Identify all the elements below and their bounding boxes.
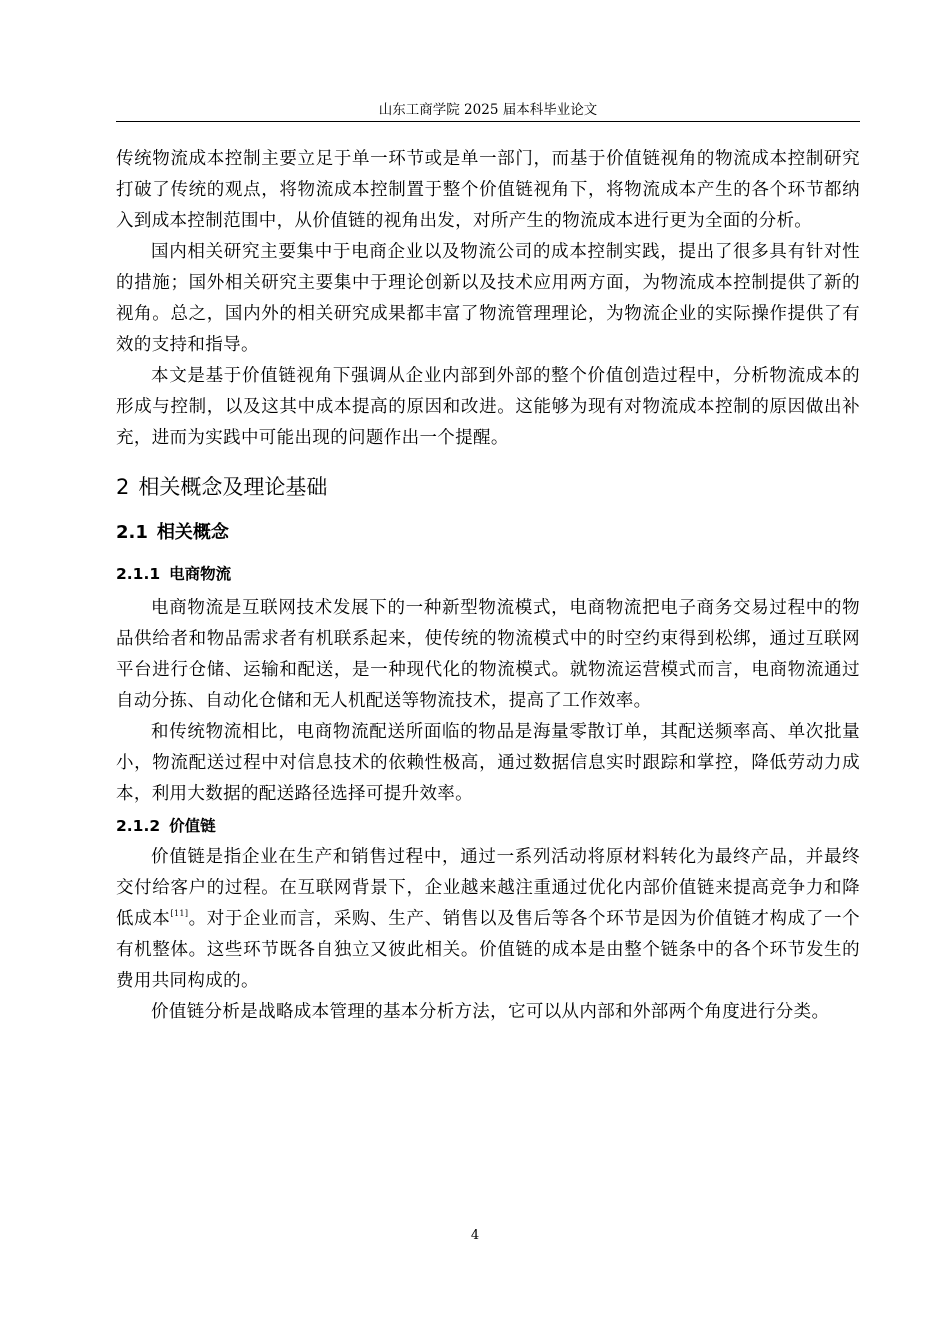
section-title: 相关概念: [156, 522, 229, 543]
subsection-title: 电商物流: [169, 565, 232, 583]
paragraph-value-chain-definition: [116, 842, 860, 997]
running-header: 山东工商学院 2025 届本科毕业论文: [378, 102, 598, 118]
subsection-heading-value-chain: [116, 810, 860, 842]
subsection-number: 2.1.1: [116, 565, 161, 583]
paragraph-text: 。对于企业而言，采购、生产、销售以及售后等各个环节是因为价值链才构成了一个有机整体。这些环节既各自独立又彼此相关。价值链的成本是由整个链条中的各个环节发生的费用共同构成的。: [116, 909, 860, 991]
subsection-title: 价值链: [169, 817, 216, 835]
paragraph-text: 价值链是指企业在生产和销售过程中，通过一系列活动将原材料转化为最终产品，并最终交付给客户的过程。在互联网背景下，企业越来越注重通过优化内部价值链来提高竞争力和降低成本: [116, 847, 860, 929]
chapter-number: 2: [116, 475, 130, 499]
paragraph-ecommerce-definition: 电商物流是互联网技术发展下的一种新型物流模式，电商物流把电子商务交易过程中的物品供给者和物品需求者有机联系起来，使传统的物流模式中的时空约束得到松绑，通过互联网平台进行仓储、运输和配送，是一种现代化的物流模式。就物流运营模式而言，电商物流通过自动分拣、自动化仓储和无人机配送等物流技术，提高了工作效率。: [116, 598, 860, 711]
paragraph-paper-focus: 本文是基于价值链视角下强调从企业内部到外部的整个价值创造过程中，分析物流成本的形成与控制，以及这其中成本提高的原因和改进。这能够为现有对物流成本控制的原因做出补充，进而为实践中可能出现的问题作出一个提醒。: [116, 366, 860, 448]
paragraph-continuation: 传统物流成本控制主要立足于单一环节或是单一部门，而基于价值链视角的物流成本控制研究打破了传统的观点，将物流成本控制置于整个价值链视角下，将物流成本产生的各个环节都纳入到成本控制范围中，从价值链的视角出发，对所产生的物流成本进行更为全面的分析。: [116, 149, 860, 231]
subsection-heading-ecommerce-logistics: [116, 555, 860, 593]
paragraph-research-summary: 国内相关研究主要集中于电商企业以及物流公司的成本控制实践，提出了很多具有针对性的措施；国外相关研究主要集中于理论创新以及技术应用两方面，为物流成本控制提供了新的视角。总之，国内外的相关研究成果都丰富了物流管理理论，为物流企业的实际操作提供了有效的支持和指导。: [116, 242, 860, 355]
chapter-title: 相关概念及理论基础: [138, 475, 328, 499]
section-heading: [116, 510, 860, 555]
subsection-number: 2.1.2: [116, 817, 161, 835]
page-body: [116, 144, 860, 1028]
paragraph-ecommerce-comparison: 和传统物流相比，电商物流配送所面临的物品是海量零散订单，其配送频率高、单次批量小，物流配送过程中对信息技术的依赖性极高，通过数据信息实时跟踪和掌控，降低劳动力成本，利用大数据的配送路径选择可提升效率。: [116, 722, 860, 804]
page-number: 4: [470, 1228, 480, 1243]
citation-marker: [11]: [170, 909, 189, 918]
section-number: 2.1: [116, 522, 148, 543]
chapter-heading: [116, 464, 860, 510]
header-divider: [116, 121, 860, 122]
paragraph-value-chain-analysis: 价值链分析是战略成本管理的基本分析方法，它可以从内部和外部两个角度进行分类。: [151, 1002, 830, 1022]
